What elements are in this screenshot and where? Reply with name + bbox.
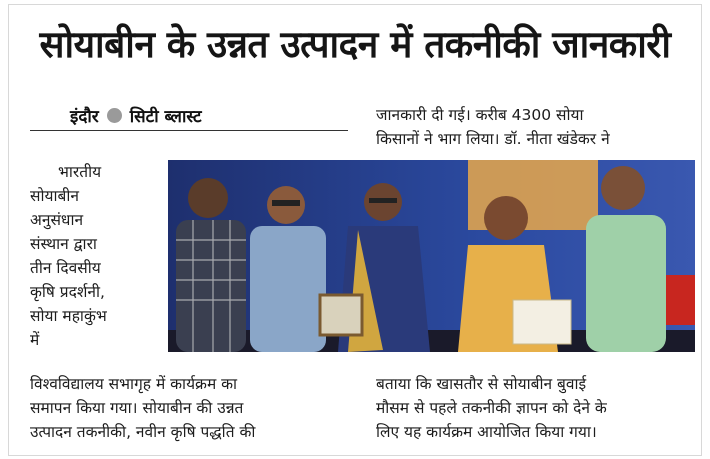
text-line: समापन किया गया। सोयाबीन की उन्नत (30, 399, 244, 417)
text-line: किसानों ने भाग लिया। डॉ. नीता खंडेकर ने (376, 130, 610, 148)
article-column-right-top (376, 103, 696, 151)
bullet-dot-icon (107, 108, 122, 123)
text-line: सोया महाकुंभ (30, 307, 107, 325)
text-line: लिए यह कार्यक्रम आयोजित किया गया। (376, 423, 597, 441)
text-line: सोयाबीन (30, 187, 79, 205)
text-line: जानकारी दी गई। करीब 4300 सोया (376, 106, 584, 124)
dateline-divider (30, 130, 348, 131)
text-line: उत्पादन तकनीकी, नवीन कृषि पद्धति की (30, 423, 256, 441)
headline: सोयाबीन के उन्नत उत्पादन में तकनीकी जानकारी (39, 22, 671, 66)
certificate-frame (320, 295, 362, 335)
article-column-right-bottom (376, 372, 696, 444)
dateline (70, 103, 202, 127)
article-column-left-top (30, 160, 160, 352)
text-line: विश्वविद्यालय सभागृह में कार्यक्रम का (30, 375, 238, 393)
text-line: भारतीय (58, 163, 102, 181)
text-line: कृषि प्रदर्शनी, (30, 283, 105, 301)
text-line: तीन दिवसीय (30, 259, 101, 277)
text-line: में (30, 331, 40, 349)
dateline-source: सिटी ब्लास्ट (129, 106, 202, 127)
text-line: मौसम से पहले तकनीकी ज्ञापन को देने के (376, 399, 607, 417)
text-line: अनुसंधान (30, 211, 84, 229)
article-column-left-bottom (30, 372, 350, 444)
dateline-city: इंदौर (70, 106, 99, 127)
news-photo (168, 160, 695, 352)
text-line: बताया कि खासतौर से सोयाबीन बुवाई (376, 375, 587, 393)
text-line: संस्थान द्वारा (30, 235, 97, 253)
certificate-paper (513, 300, 571, 344)
